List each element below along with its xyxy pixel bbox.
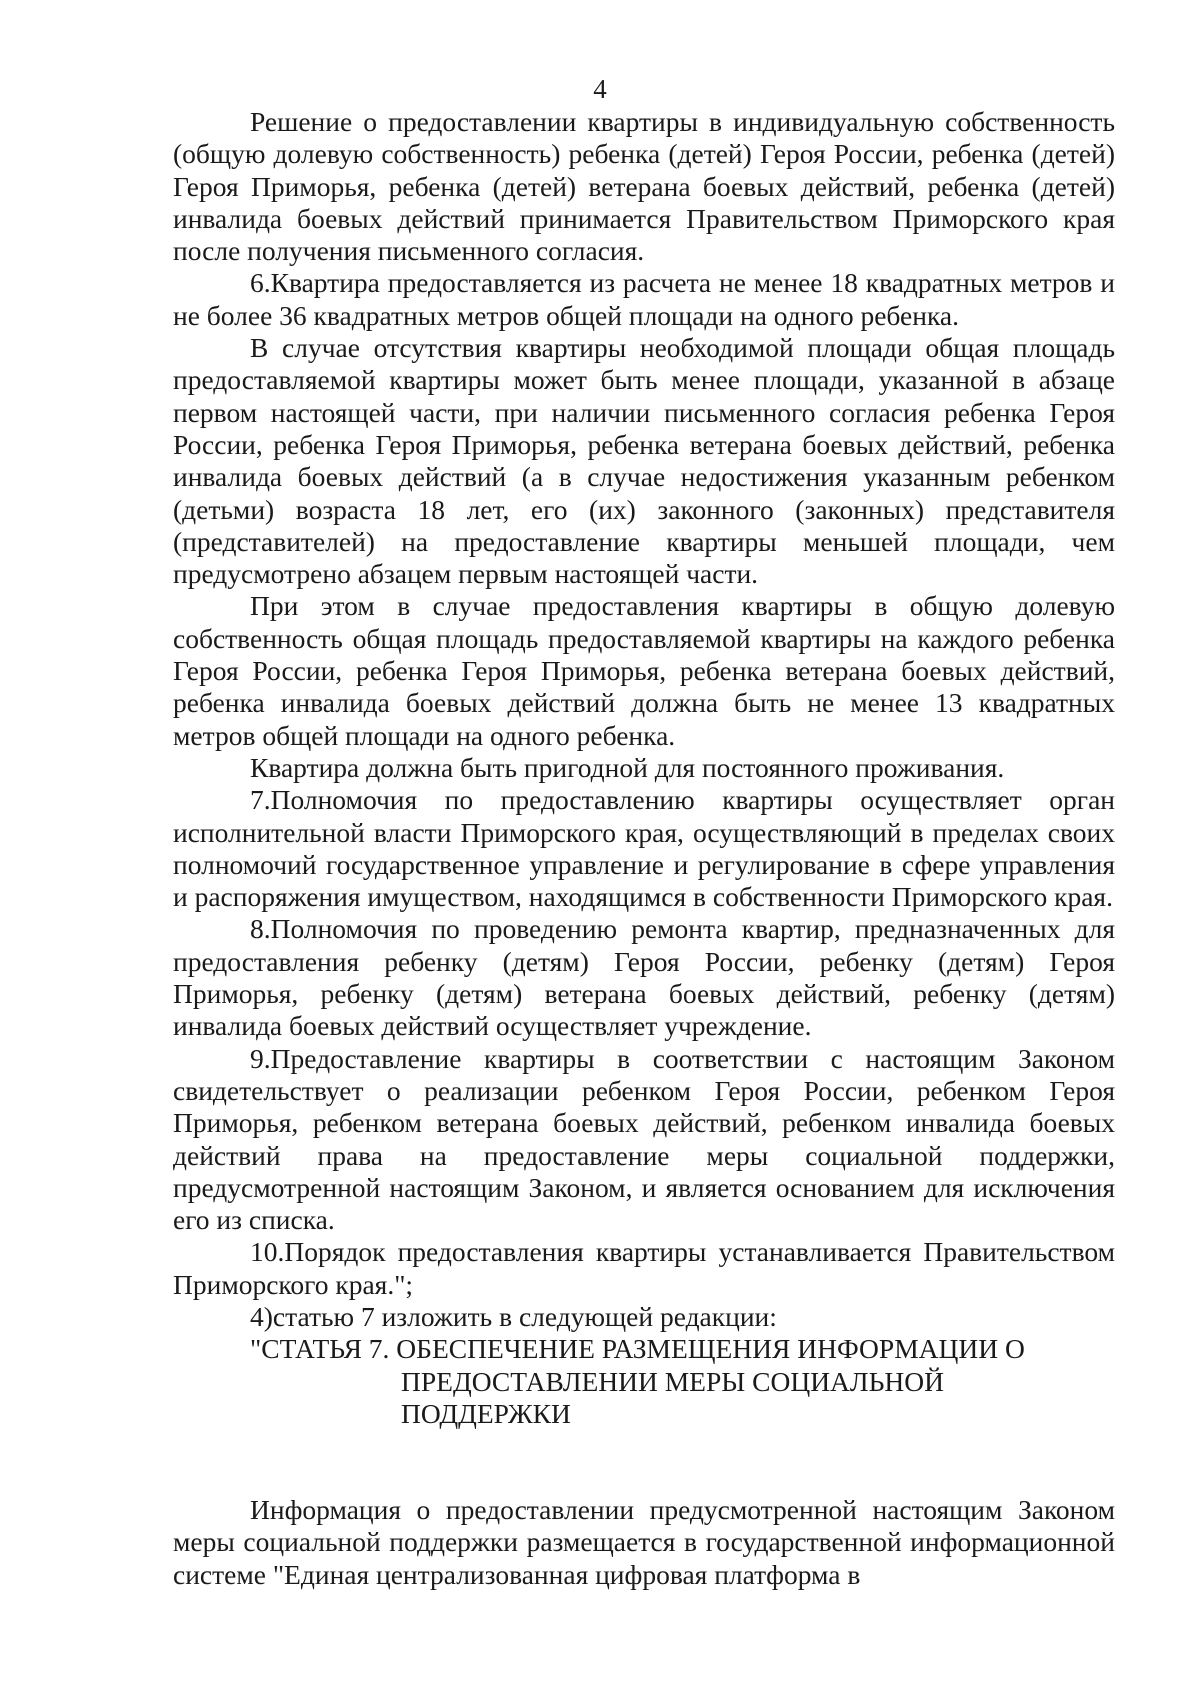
paragraph-amendment-4: 4)статью 7 изложить в следующей редакции: xyxy=(250,1300,777,1332)
paragraph-part-10: 10.Порядок предоставления квартиры устанавливается Правительством Приморского края."; xyxy=(173,1236,1115,1300)
article-title-line-2: ПРЕДОСТАВЛЕНИИ МЕРЫ СОЦИАЛЬНОЙ xyxy=(401,1365,944,1397)
paragraph-part-6: 6.Квартира предоставляется из расчета не менее 18 квадратных метров и не более 36 квадратных метров общей площади на одного ребенка. xyxy=(173,267,1115,331)
article-heading xyxy=(173,1333,1115,1430)
paragraph-habitable: Квартира должна быть пригодной для постоянного проживания. xyxy=(250,751,1005,783)
paragraph-part-9: 9.Предоставление квартиры в соответствии с настоящим Законом свидетельствует о реализации ребенком Героя России, ребенком Героя Приморья, ребенком ветерана боевых действий, ребенком инвалида боевых действий права на предоставление меры социальной поддержки, предусмотренной настоящим Законом, и является основанием для исключения его из списка. xyxy=(173,1042,1115,1236)
paragraph-decision: Решение о предоставлении квартиры в индивидуальную собственность (общую долевую собственность) ребенка (детей) Героя России, ребенка (детей) Героя Приморья, ребенка (детей) ветерана боевых действий, ребенка (детей) инвалида боевых действий принимается Правительством Приморского края после получения письменного согласия. xyxy=(173,106,1115,267)
paragraph-information: Информация о предоставлении предусмотренной настоящим Законом меры социальной поддержки размещается в государственной информационной системе "Единая централизованная цифровая платформа в xyxy=(173,1494,1115,1590)
article-title-line-3: ПОДДЕРЖКИ xyxy=(401,1397,571,1429)
paragraph-part-8: 8.Полномочия по проведению ремонта квартир, предназначенных для предоставления ребенку (детям) Героя России, ребенку (детям) Героя Приморья, ребенку (детям) ветерана боевых действий, ребенку (детям) инвалида боевых действий осуществляет учреждение. xyxy=(173,913,1115,1042)
paragraph-part-7: 7.Полномочия по предоставлению квартиры осуществляет орган исполнительной власти Приморского края, осуществляющий в пределах своих полномочий государственное управление и регулирование в сфере управления и распоряжения имуществом, находящимся в собственности Приморского края. xyxy=(173,784,1115,913)
paragraph-smaller-area: В случае отсутствия квартиры необходимой площади общая площадь предоставляемой квартиры может быть менее площади, указанной в абзаце первом настоящей части, при наличии письменного согласия ребенка Героя России, ребенка Героя Приморья, ребенка ветерана боевых действий, ребенка инвалида боевых действий (а в случае недостижения указанным ребенком (детьми) возраста 18 лет, его (их) законного (законных) представителя (представителей) на предоставление квартиры меньшей площади, чем предусмотрено абзацем первым настоящей части. xyxy=(173,332,1115,590)
page-number: 4 xyxy=(593,74,607,104)
article-title-line-1: ОБЕСПЕЧЕНИЕ РАЗМЕЩЕНИЯ ИНФОРМАЦИИ О xyxy=(396,1333,1025,1365)
document-body xyxy=(173,106,1115,1591)
article-label: "СТАТЬЯ 7. xyxy=(250,1333,390,1365)
paragraph-shared-ownership: При этом в случае предоставления квартиры в общую долевую собственность общая площадь предоставляемой квартиры на каждого ребенка Героя России, ребенка Героя Приморья, ребенка ветерана боевых действий, ребенка инвалида боевых действий должна быть не менее 13 квадратных метров общей площади на одного ребенка. xyxy=(173,590,1115,751)
